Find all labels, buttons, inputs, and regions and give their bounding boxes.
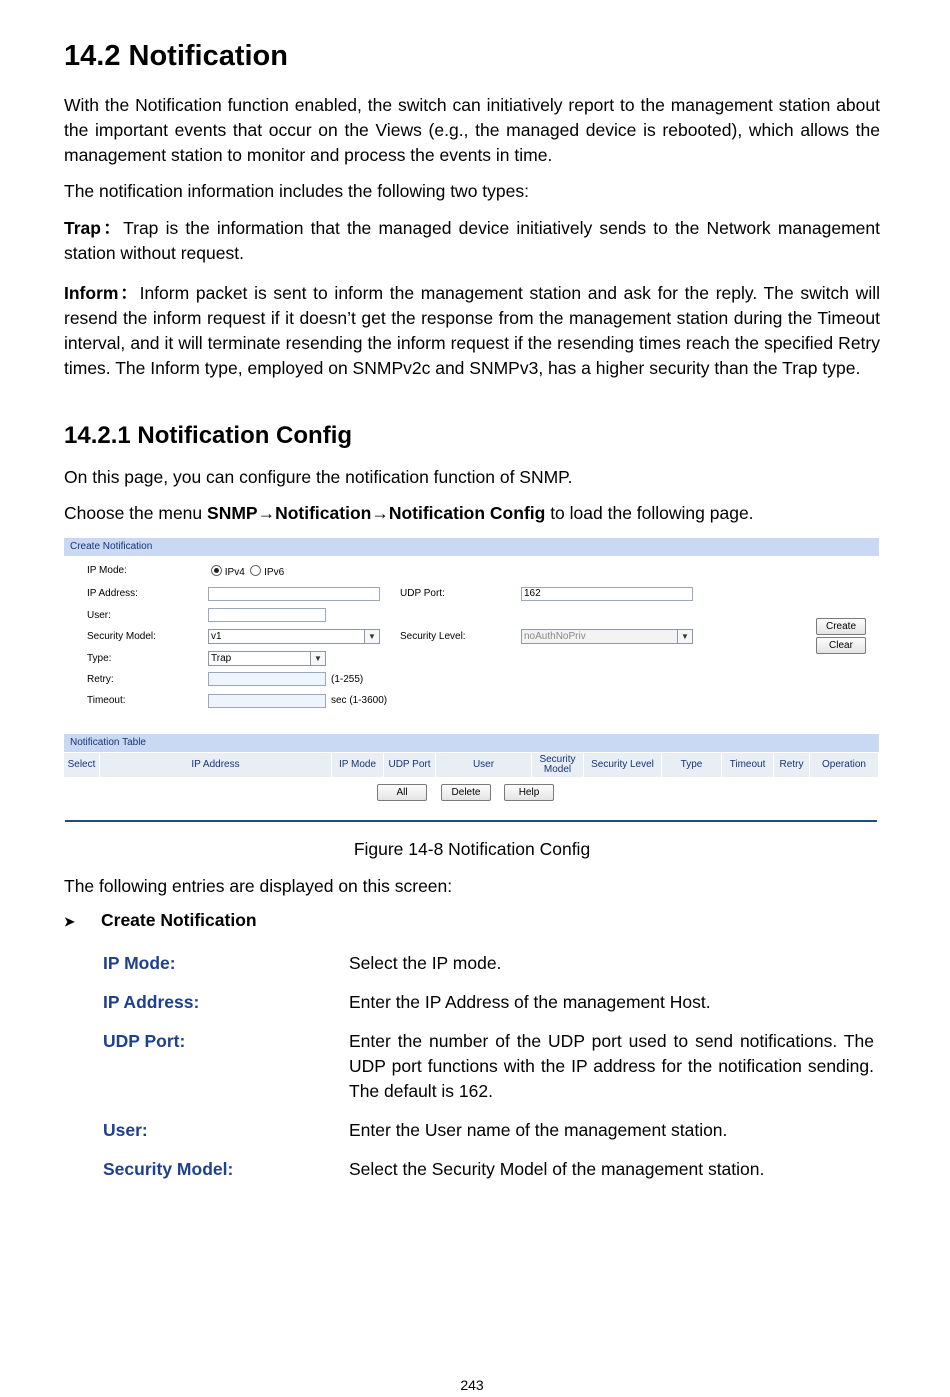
ipv6-radio[interactable] [250,565,261,576]
column-header: User [436,753,532,777]
notification-config-figure [64,538,879,824]
entry-term: User: [103,1120,148,1140]
entry-desc: Enter the User name of the management station. [349,1120,728,1140]
user-label: User: [87,610,111,621]
ip-mode-label: IP Mode: [87,565,127,576]
security-model-select[interactable]: v1 ▼ [208,629,380,644]
entry-term: UDP Port: [103,1031,186,1051]
ipv4-label: IPv4 [224,567,245,578]
udp-port-label: UDP Port: [400,588,445,599]
type-label: Type: [87,653,112,664]
trap-term: Trap： [64,218,124,238]
column-header: Operation [810,753,879,777]
page-number: 243 [460,1377,484,1393]
subsection-heading: 14.2.1 Notification Config [64,422,353,449]
column-header: Security Model [532,753,584,777]
entry-term: Security Model: [103,1159,234,1179]
entries-intro: The following entries are displayed on this screen: [64,876,453,896]
menu-instruction: Choose the menu SNMP→Notification→Notification Config to load the following page. [64,503,754,523]
menu-path: SNMP→Notification→Notification Config [207,503,546,523]
entry-desc: Enter the IP Address of the management Host. [349,992,711,1012]
entry-desc: Select the Security Model of the management station. [349,1159,765,1179]
create-button[interactable]: Create [816,618,866,635]
udp-port-input[interactable]: 162 [521,587,693,601]
ipv6-label: IPv6 [264,567,285,578]
clear-button[interactable]: Clear [816,637,866,654]
delete-button[interactable]: Delete [441,784,491,801]
timeout-label: Timeout: [87,695,126,706]
column-header: Retry [774,753,810,777]
security-level-label: Security Level: [400,631,466,642]
ip-address-label: IP Address: [87,588,138,599]
user-input[interactable] [208,608,326,622]
chevron-down-icon: ▼ [364,630,379,643]
inform-paragraph [64,281,880,381]
figure-divider [65,820,877,822]
column-header: Select [64,753,100,777]
trap-text: Trap is the information that the managed device initiatively sends to the Network management station without request. [64,218,880,263]
security-level-select[interactable]: noAuthNoPriv ▼ [521,629,693,644]
all-button[interactable]: All [377,784,427,801]
page-intro: On this page, you can configure the notification function of SNMP. [64,467,573,487]
retry-input[interactable] [208,672,326,686]
inform-term: Inform： [64,283,140,303]
section-bullet: ➤ Create Notification [64,910,257,930]
chevron-down-icon: ▼ [310,652,325,665]
notification-table-header [64,753,879,777]
help-button[interactable]: Help [504,784,554,801]
create-notification-bar: Create Notification [64,538,879,556]
type-select[interactable]: Trap ▼ [208,651,326,666]
trap-paragraph [64,216,880,266]
entry-desc: Enter the number of the UDP port used to send notifications. The UDP port functions with the IP address for the notification sending. The default is 162. [349,1031,874,1101]
inform-text: Inform packet is sent to inform the management station and ask for the reply. The switch will resend the inform request if it doesn’t get the response from the management station during the Timeout interval, and it will terminate resending the inform request if the resending times reach the specified Retry times. The Inform type, employed on SNMPv2c and SNMPv3, has a higher security than the Trap type. [64,283,880,378]
ip-address-input[interactable] [208,587,380,601]
chevron-down-icon: ▼ [677,630,692,643]
section-heading: 14.2 Notification [64,40,288,72]
entry-desc: Select the IP mode. [349,953,502,973]
retry-label: Retry: [87,674,114,685]
column-header: Type [662,753,722,777]
notification-table-bar: Notification Table [64,734,879,752]
intro-paragraph: With the Notification function enabled, the switch can initiatively report to the management station about the important events that occur on the Views (e.g., the managed device is rebooted), which allows the management station to monitor and process the events in time. [64,95,880,165]
entry-term: IP Mode: [103,953,176,973]
column-header: IP Address [100,753,332,777]
ipv4-radio[interactable] [211,565,222,576]
entry-term: IP Address: [103,992,200,1012]
types-intro: The notification information includes the following two types: [64,181,529,201]
ip-mode-radio-group [211,565,284,578]
timeout-input[interactable] [208,694,326,708]
figure-caption: Figure 14-8 Notification Config [353,839,591,859]
column-header: Timeout [722,753,774,777]
column-header: UDP Port [384,753,436,777]
retry-hint: (1-255) [331,674,364,685]
column-header: Security Level [584,753,662,777]
column-header: IP Mode [332,753,384,777]
timeout-hint: sec (1-3600) [331,695,388,706]
security-model-label: Security Model: [87,631,156,642]
arrow-bullet-icon: ➤ [64,914,75,929]
